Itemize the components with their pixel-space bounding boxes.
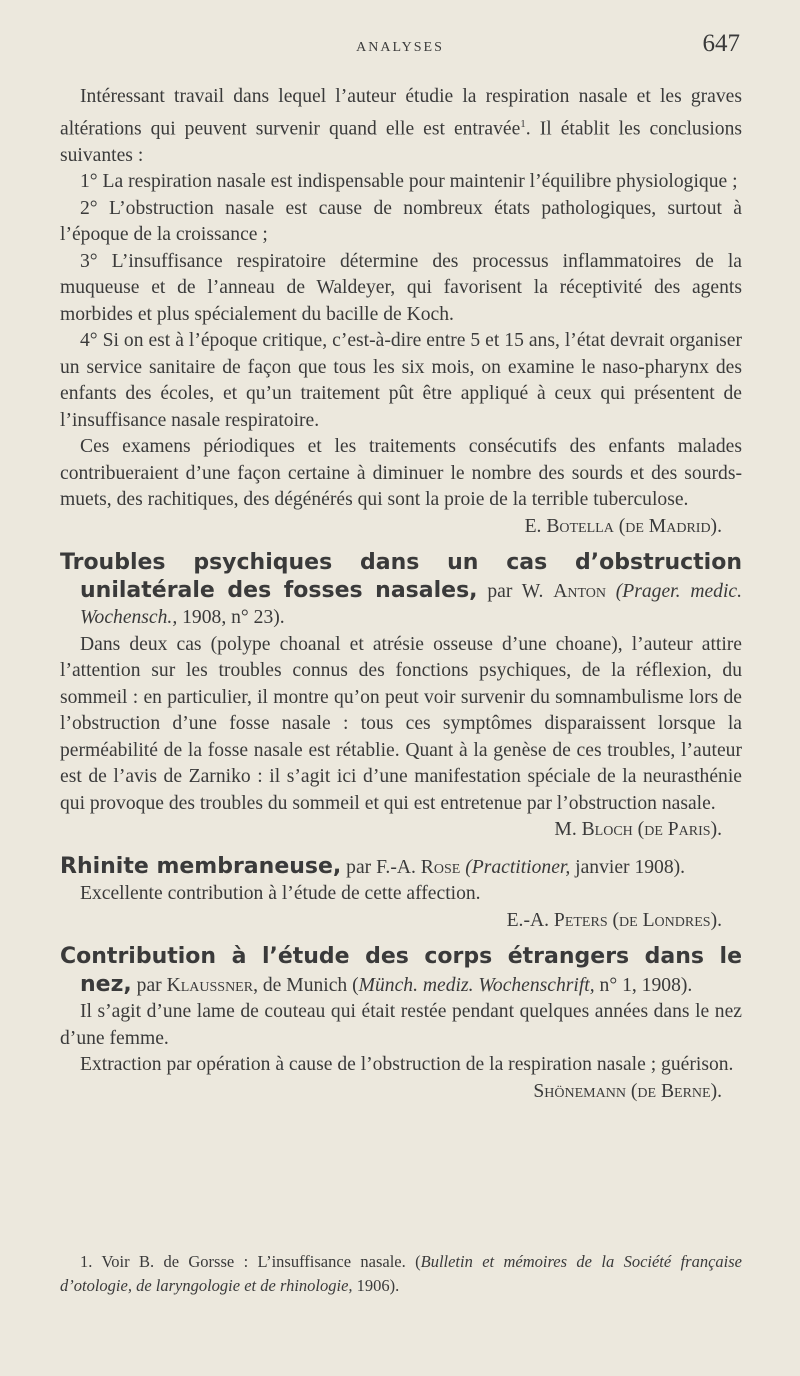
page-body [60, 84, 742, 1105]
article3-signature: E.-A. Peters (de Londres). [506, 909, 722, 931]
article3-body: Excellente contribution à l’étude de cette affection. [80, 883, 481, 905]
article4-author: Klaussner [166, 974, 254, 996]
article3-heading: Rhinite membraneuse, par F.-A. Rose (Practitioner, janvier 1908). [60, 853, 686, 879]
article3-author: Rose [420, 856, 461, 878]
footnote [60, 1250, 742, 1298]
article1-signature: E. Botella (de Madrid). [524, 515, 722, 537]
footnote-text: 1. Voir B. de Gorsse : L’insuffisance nasale. (Bulletin et mémoires de la Société française d’otologie, de laryngologie et de rhinologie, 1906). [60, 1252, 742, 1295]
article2-body: Dans deux cas (polype choanal et atrésie osseuse d’une choane), l’auteur attire l’attention sur les troubles connus des fonctions psychiques, de la réflexion, du sommeil : en particulier, il montre qu’on peut voir survenir du somnambulisme lors de l’obstruction d’une fosse nasale : tous ces symptômes disparaissent lorsque la perméabilité de la fosse nasale est rétablie. Quant à la genèse de ces troubles, l’auteur est de l’avis de Zarniko : il s’agit ici d’une manifestation spéciale de la neurasthénie qui provoque des troubles du sommeil et qui est entretenue par l’obstruction nasale. [60, 633, 742, 814]
conclusion-1: 1° La respiration nasale est indispensable pour maintenir l’équilibre physiologique ; [80, 171, 738, 193]
article4-heading: Contribution à l’étude des corps étrangers dans le nez, par Klaussner, de Munich (Münch. mediz. Wochenschrift, n° 1, 1908). [60, 944, 742, 997]
article2-title: Troubles psychiques dans un cas d’obstruction unilatérale des fosses nasales, [60, 550, 742, 603]
article2-author: Anton [553, 580, 606, 602]
running-head: ANALYSES [356, 40, 444, 55]
conclusion-3: 3° L’insuffisance respiratoire détermine des processus inflammatoires de la muqueuse et de l’anneau de Waldeyer, qui favorisent la réceptivité des agents morbides et plus spécialement du bacille de Koch. [60, 250, 742, 325]
article2-signature: M. Bloch (de Paris). [554, 819, 722, 841]
article4-para1: Il s’agit d’une lame de couteau qui était restée pendant quelques années dans le nez d’une femme. [60, 1001, 742, 1049]
page-number: 647 [702, 30, 740, 57]
conclusion-4: 4° Si on est à l’époque critique, c’est-à-dire entre 5 et 15 ans, l’état devrait organiser un service sanitaire de façon que tous les six mois, on examine le naso-pharynx des enfants des écoles, et qu’un traitement pût être appliqué à ceux qui présentent de l’insuffisance nasale respiratoire. [60, 330, 742, 431]
article4-title: Contribution à l’étude des corps étrangers dans le nez, [60, 944, 742, 997]
conclusion-2: 2° L’obstruction nasale est cause de nombreux états pathologiques, surtout à l’époque de la croissance ; [60, 197, 742, 246]
footnote-ref: 1 [520, 117, 526, 130]
article1-para2: Ces examens périodiques et les traitements consécutifs des enfants malades contribueraient d’une façon certaine à diminuer le nombre des sourds et des sourds-muets, des rachitiques, des dégénérés qui sont la proie de la terrible tuberculose. [60, 436, 742, 511]
article4-para2: Extraction par opération à cause de l’obstruction de la respiration nasale ; guérison. [80, 1054, 734, 1076]
page-header [60, 30, 740, 64]
article1-intro: Intéressant travail dans lequel l’auteur étudie la respiration nasale et les graves altérations qui peuvent survenir quand elle est entravée$^1$. Il établit les conclusions suivantes : [60, 86, 742, 166]
article4-signature: Shönemann (de Berne). [533, 1080, 722, 1102]
article3-title: Rhinite membraneuse, [60, 853, 342, 879]
article2-heading: Troubles psychiques dans un cas d’obstruction unilatérale des fosses nasales, par W. Anton (Prager. medic. Wochensch., 1908, n° 23). [60, 550, 743, 629]
